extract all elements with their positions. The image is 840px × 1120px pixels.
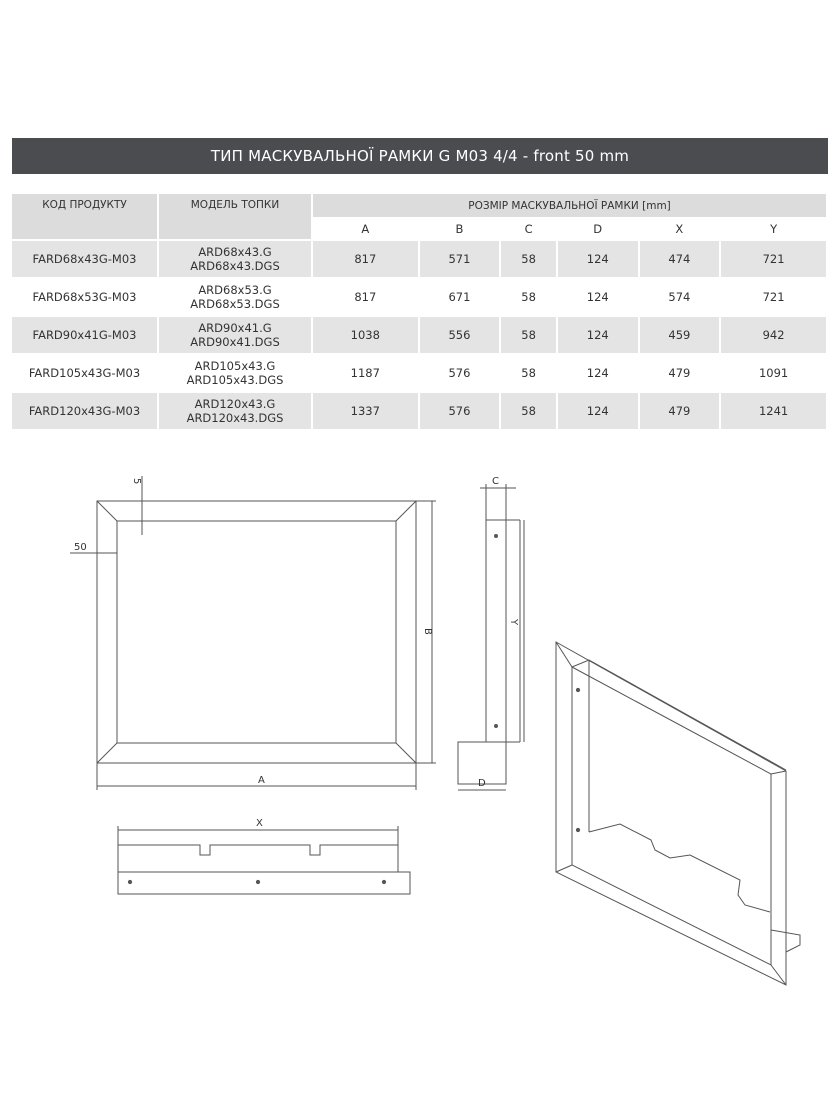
header-code: КОД ПРОДУКТУ: [12, 194, 158, 240]
dim-y-label: Y: [508, 619, 519, 626]
iso-corner-line: [771, 771, 786, 774]
dim-c-label: C: [492, 476, 499, 487]
model-line: ARD90x41.G: [198, 321, 272, 335]
cell-x: 574: [639, 278, 721, 316]
front-corner-line: [97, 501, 117, 521]
header-model: МОДЕЛЬ ТОПКИ: [158, 194, 312, 240]
cell-a: 817: [312, 240, 419, 278]
model-line: ARD105x43.DGS: [186, 373, 284, 387]
cell-b: 671: [419, 278, 501, 316]
cell-b: 576: [419, 392, 501, 430]
screw-hole: [576, 688, 579, 691]
cell-b: 576: [419, 354, 501, 392]
dim-50-label: 50: [74, 542, 87, 553]
cell-x: 459: [639, 316, 721, 354]
header-col-y: Y: [720, 218, 827, 240]
cell-c: 58: [500, 392, 557, 430]
model-line: ARD120x43.DGS: [186, 411, 284, 425]
side-frame-body: [486, 520, 506, 742]
cell-c: 58: [500, 354, 557, 392]
top-flange: [118, 872, 410, 894]
model-line: ARD68x43.G: [198, 245, 272, 259]
header-col-a: A: [312, 218, 419, 240]
model-line: ARD90x41.DGS: [190, 335, 280, 349]
cell-c: 58: [500, 316, 557, 354]
cell-d: 124: [557, 392, 639, 430]
model-line: ARD120x43.G: [194, 397, 276, 411]
dim-b-label: B: [422, 628, 433, 635]
dim-x-label: X: [256, 818, 263, 829]
cell-d: 124: [557, 240, 639, 278]
cell-a: 1337: [312, 392, 419, 430]
iso-corner-line: [771, 965, 786, 985]
front-corner-line: [396, 743, 416, 763]
cell-x: 474: [639, 240, 721, 278]
iso-bottom-edge: [589, 824, 770, 912]
iso-inner-opening: [572, 667, 771, 965]
header-col-c: C: [500, 218, 557, 240]
iso-outer-frame: [556, 642, 786, 985]
cell-code: FARD68x53G-M03: [12, 278, 158, 316]
front-corner-line: [97, 743, 117, 763]
cell-a: 1187: [312, 354, 419, 392]
front-outer-frame: [97, 501, 416, 763]
model-line: ARD68x53.G: [198, 283, 272, 297]
cell-x: 479: [639, 354, 721, 392]
cell-d: 124: [557, 316, 639, 354]
cell-x: 479: [639, 392, 721, 430]
iso-corner-line: [556, 865, 572, 872]
page-title: ТИП МАСКУВАЛЬНОЇ РАМКИ G M03 4/4 - front 50 mm: [12, 138, 828, 174]
side-view-drawing: [458, 484, 524, 790]
cell-code: FARD90x41G-M03: [12, 316, 158, 354]
cell-y: 1241: [720, 392, 827, 430]
cell-a: 817: [312, 278, 419, 316]
screw-hole: [256, 880, 259, 883]
cell-c: 58: [500, 240, 557, 278]
header-col-b: B: [419, 218, 501, 240]
cell-d: 124: [557, 278, 639, 316]
screw-hole: [495, 725, 498, 728]
cell-b: 556: [419, 316, 501, 354]
model-line: ARD105x43.G: [194, 359, 276, 373]
screw-hole: [382, 880, 385, 883]
front-inner-opening: [117, 521, 396, 743]
cell-code: FARD105x43G-M03: [12, 354, 158, 392]
iso-corner-line: [556, 642, 572, 667]
cell-d: 124: [557, 354, 639, 392]
cell-code: FARD68x43G-M03: [12, 240, 158, 278]
screw-hole: [495, 535, 498, 538]
cell-y: 942: [720, 316, 827, 354]
header-size: РОЗМІР МАСКУВАЛЬНОЇ РАМКИ [mm]: [312, 194, 827, 218]
front-corner-line: [396, 501, 416, 521]
dim-d-label: D: [478, 778, 486, 789]
dim-a-label: A: [258, 775, 265, 786]
top-view-drawing: [118, 826, 410, 894]
front-view-drawing: [70, 476, 436, 790]
screw-hole: [576, 828, 579, 831]
cell-a: 1038: [312, 316, 419, 354]
cell-b: 571: [419, 240, 501, 278]
cell-y: 1091: [720, 354, 827, 392]
header-col-d: D: [557, 218, 639, 240]
model-line: ARD68x53.DGS: [190, 297, 280, 311]
isometric-view-drawing: [556, 642, 800, 985]
top-profile: [118, 845, 398, 872]
header-col-x: X: [639, 218, 721, 240]
cell-y: 721: [720, 240, 827, 278]
screw-hole: [128, 880, 131, 883]
model-line: ARD68x43.DGS: [190, 259, 280, 273]
cell-code: FARD120x43G-M03: [12, 392, 158, 430]
cell-c: 58: [500, 278, 557, 316]
cell-y: 721: [720, 278, 827, 316]
dim-5-label: 5: [131, 478, 142, 485]
